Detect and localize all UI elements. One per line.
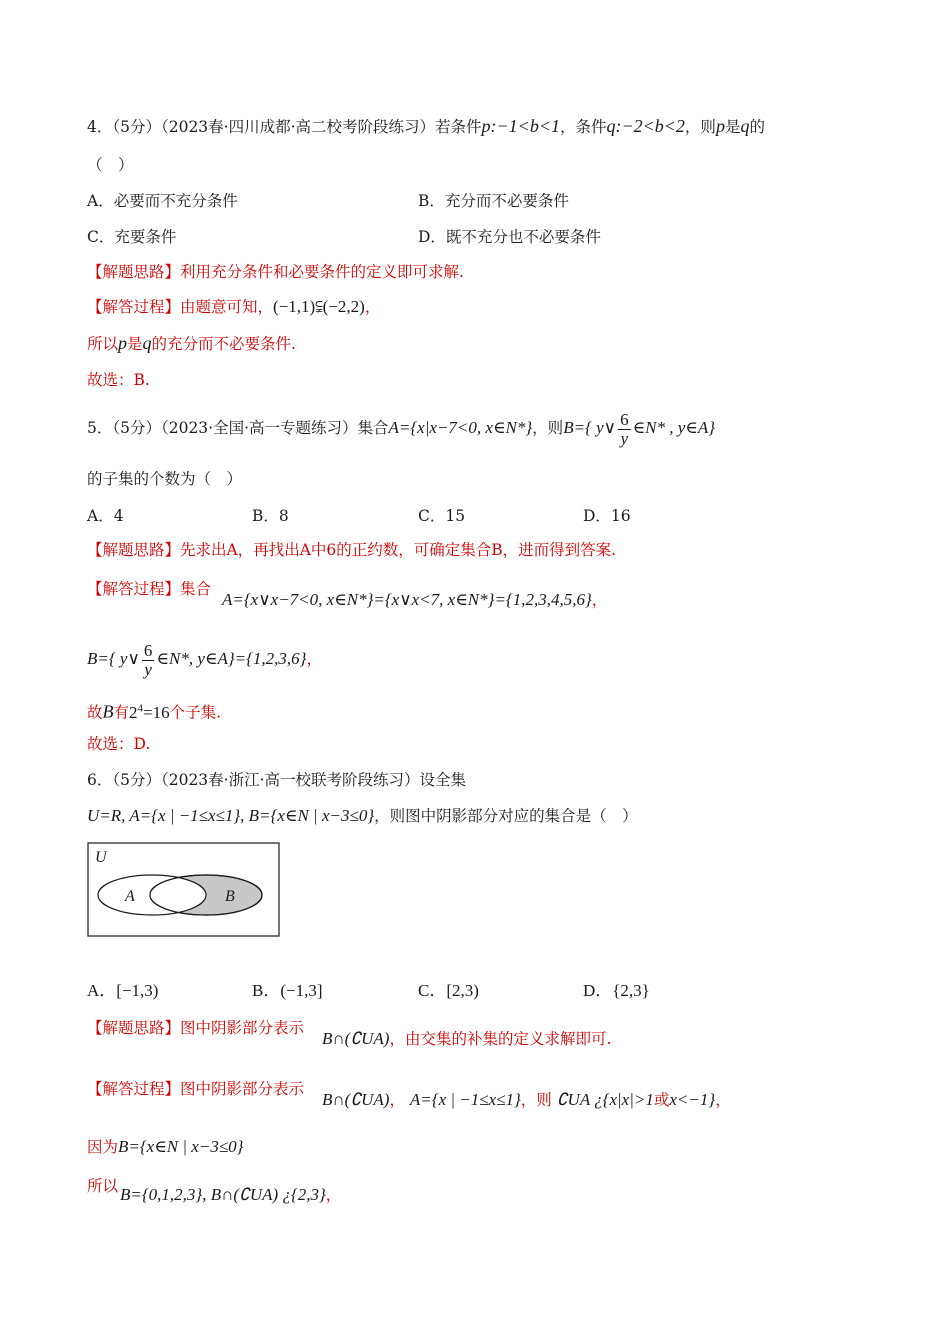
q5-process-label: 【解答过程】集合 (87, 580, 212, 598)
q6-stem: 6．（5分）（2023春·浙江·高一校联考阶段练习）设全集 (87, 771, 467, 789)
venn-label-a: A (125, 888, 135, 905)
q6-option-d[interactable]: D．{2,3} (583, 981, 650, 1000)
venn-label-u: U (95, 849, 107, 866)
venn-diagram (87, 842, 281, 938)
q5-stem-2: 的子集的个数为（ ） (87, 470, 243, 488)
q6-so-math: B={0,1,2,3}, B∩(∁UA) ¿{2,3}， (120, 1185, 342, 1204)
q4-option-a[interactable]: A．必要而不充分条件 (87, 192, 238, 210)
venn-label-b: B (225, 888, 235, 905)
q6-option-b[interactable]: B．(−1,3] (252, 981, 323, 1000)
q6-process: 【解答过程】图中阴影部分表示 (87, 1080, 305, 1098)
q5-fraction: $\frac{6}{y}$ (620, 409, 629, 448)
q4-paren: （ ） (87, 156, 134, 174)
q5-process-line2: B={ y∨ $\frac{6}{y}$ ∈N*, y∈A}={1,2,3,6}， (87, 640, 322, 679)
q6-idea-math: B∩(∁UA)，由交集的补集的定义求解即可. (322, 1029, 612, 1048)
q6-option-a[interactable]: A．[−1,3) (87, 981, 159, 1000)
q5-stem: 5．（5分）（2023·全国·高一专题练习）集合A={x|x−7<0, x∈N*}，则B={ y∨ $\frac{6}{y}$ ∈N* , y∈A} (87, 409, 716, 448)
q5-option-b[interactable]: B．8 (252, 507, 289, 525)
q4-process: 【解答过程】由题意可知，(−1,1)⫋(−2,2)， (87, 297, 381, 316)
q4-stem: 4．（5分）（2023春·四川成都·高二校考阶段练习）若条件p:−1<b<1，条件q:−2<b<2，则p是q的 (87, 116, 765, 136)
q4-option-c[interactable]: C．充要条件 (87, 228, 177, 246)
q5-subsets: 故B有$2^4=16$个子集. (87, 701, 222, 722)
q5-option-d[interactable]: D．16 (583, 507, 631, 525)
q4-conclusion: 所以p是q的充分而不必要条件. (87, 333, 296, 353)
q4-answer: 故选：B. (87, 371, 150, 389)
q6-option-c[interactable]: C．[2,3) (418, 981, 479, 1000)
q4-idea: 【解题思路】利用充分条件和必要条件的定义即可求解. (87, 263, 464, 281)
q6-sets: U=R, A={x | −1≤x≤1}, B={x∈N | x−3≤0}，则图中阴影部分对应的集合是（ ） (87, 806, 638, 825)
q5-process-math: A={x∨x−7<0, x∈N*}={x∨x<7, x∈N*}={1,2,3,4,5,6}， (222, 590, 608, 609)
q6-idea: 【解题思路】图中阴影部分表示 (87, 1019, 305, 1037)
q5-option-a[interactable]: A．4 (87, 507, 124, 525)
q5-idea: 【解题思路】先求出A，再找出A中6的正约数，可确定集合B，进而得到答案. (87, 541, 617, 559)
q6-because: 因为B={x∈N | x−3≤0} (87, 1137, 244, 1156)
q6-so-label: 所以 (87, 1177, 119, 1195)
q4-option-b[interactable]: B．充分而不必要条件 (418, 192, 569, 210)
q5-option-c[interactable]: C．15 (418, 507, 466, 525)
q6-process-math: B∩(∁UA)， A={x | −1≤x≤1}，则 ∁UA ¿{x|x|>1或x<−1}， (322, 1090, 731, 1109)
q4-option-d[interactable]: D．既不充分也不必要条件 (418, 228, 601, 246)
q5-fraction-2: $\frac{6}{y}$ (143, 640, 153, 679)
q5-answer: 故选：D. (87, 735, 151, 753)
